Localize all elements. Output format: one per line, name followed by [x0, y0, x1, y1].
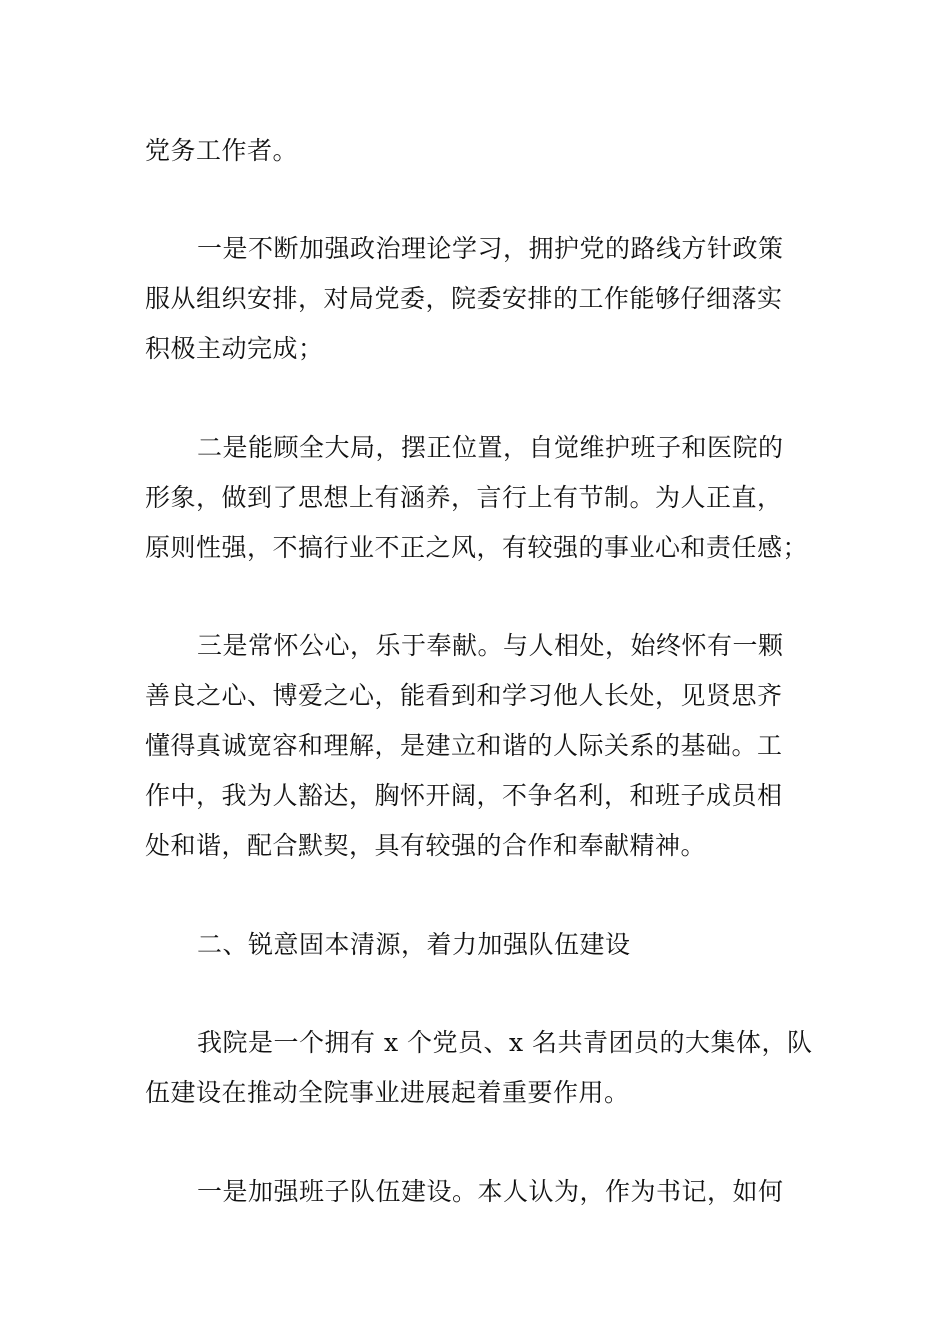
text-line: 一是加强班子队伍建设。本人认为，作为书记，如何 [197, 1177, 784, 1206]
text-line: 三是常怀公心，乐于奉献。与人相处，始终怀有一颗 [197, 631, 784, 660]
text-line: 作中，我为人豁达，胸怀开阔，不争名利，和班子成员相 [145, 781, 783, 810]
text-line: 伍建设在推动全院事业进展起着重要作用。 [145, 1078, 630, 1107]
text-line: 积极主动完成； [145, 334, 324, 363]
text-line: 懂得真诚宽容和理解，是建立和谐的人际关系的基础。工 [145, 731, 783, 760]
text-line: 处和谐，配合默契，具有较强的合作和奉献精神。 [145, 831, 707, 860]
text-line: 二是能顾全大局，摆正位置，自觉维护班子和医院的 [197, 433, 784, 462]
text-line: 服从组织安排，对局党委，院委安排的工作能够仔细落实 [145, 284, 783, 313]
text-line: 形象，做到了思想上有涵养，言行上有节制。为人正直， [145, 483, 783, 512]
text-line: 一是不断加强政治理论学习，拥护党的路线方针政策 [197, 234, 784, 263]
section-heading: 二、锐意固本清源，着力加强队伍建设 [197, 930, 631, 959]
text-line: 我院是一个拥有 x 个党员、x 名共青团员的大集体，队 [197, 1028, 813, 1057]
text-line: 党务工作者。 [145, 136, 299, 165]
text-line: 善良之心、博爱之心，能看到和学习他人长处，见贤思齐 [145, 681, 783, 710]
text-line: 原则性强，不搞行业不正之风，有较强的事业心和责任感； [145, 533, 809, 562]
